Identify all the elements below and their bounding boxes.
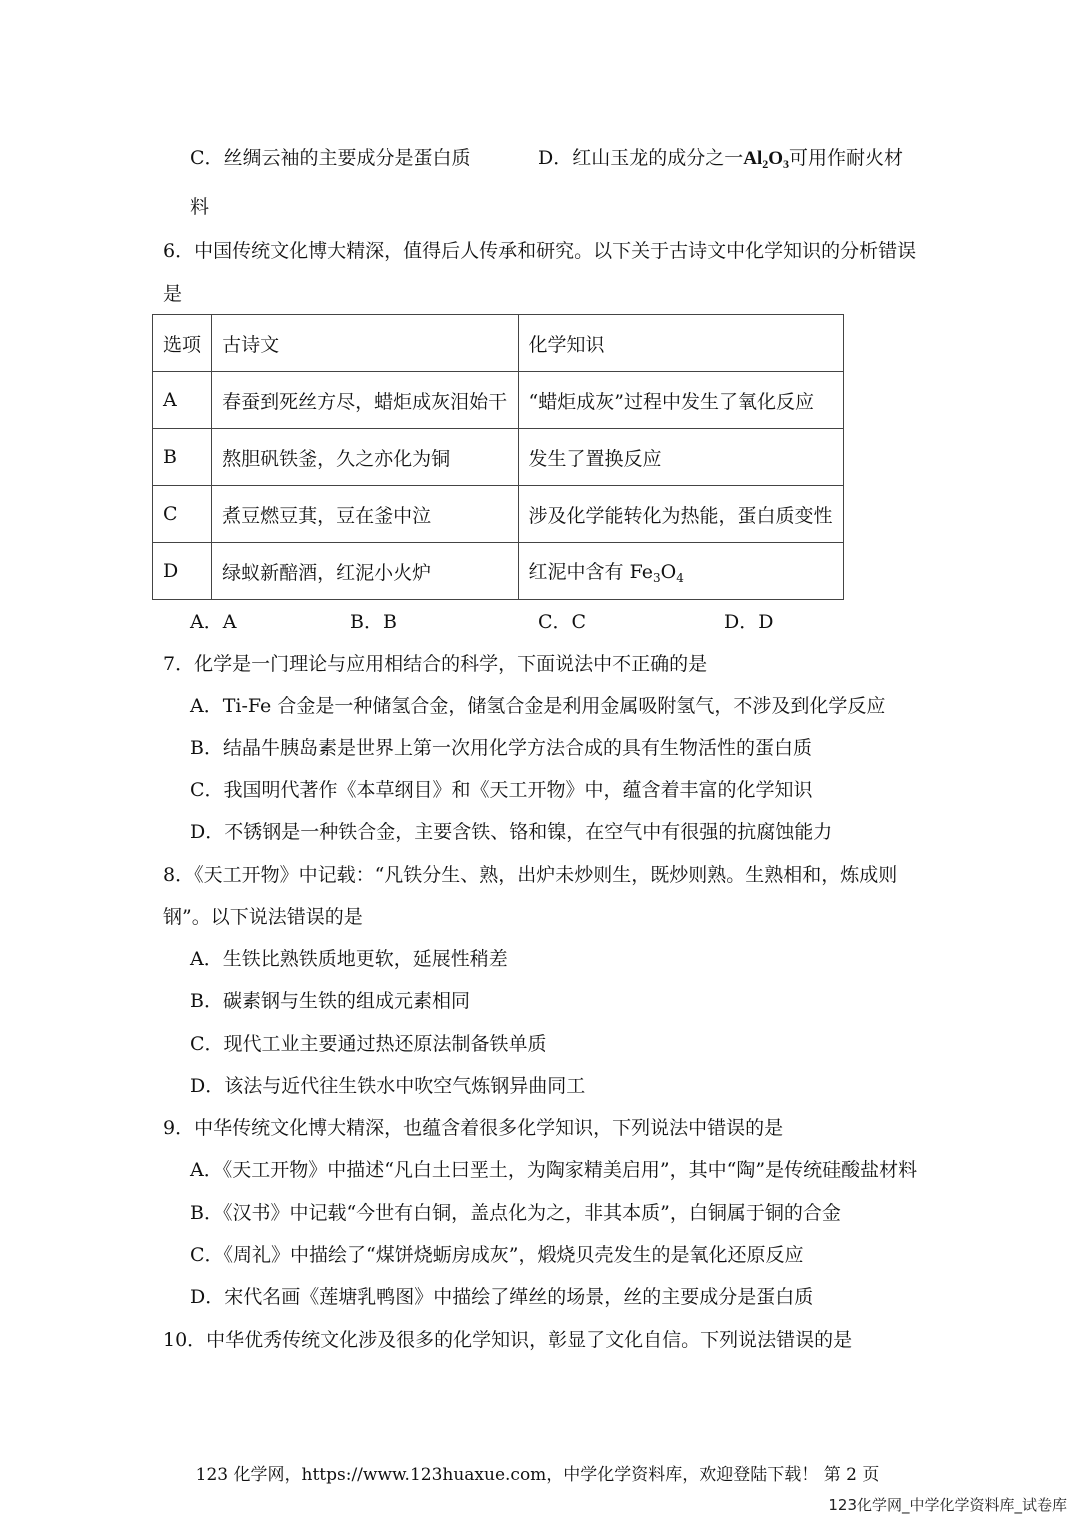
page-footer: 123 化学网，https://www.123huaxue.com，中学化学资料库，欢迎登陆下载！ 第 2 页 <box>195 1465 880 1485</box>
q5-option-c: C．丝绸云袖的主要成分是蛋白质 <box>190 147 471 169</box>
q6-answer-b: B．B <box>350 611 397 633</box>
table-cell: 煮豆燃豆萁，豆在釜中泣 <box>212 486 518 543</box>
table-row <box>153 486 844 543</box>
table-cell: “蜡炬成灰”过程中发生了氧化反应 <box>518 372 843 429</box>
table-cell: 春蚕到死丝方尽，蜡炬成灰泪始干 <box>212 372 518 429</box>
table-header-row <box>153 315 844 372</box>
table-cell: 发生了置换反应 <box>518 429 843 486</box>
q6-answer-a: A．A <box>190 611 237 633</box>
q9-stem: 9．中华传统文化博大精深，也蕴含着很多化学知识，下列说法中错误的是 <box>163 1117 784 1139</box>
table-cell: B <box>153 429 212 486</box>
table-header-cell: 化学知识 <box>518 315 843 372</box>
q8-stem: 8．《天工开物》中记载：“凡铁分生、熟，出炉未炒则生，既炒则熟。生熟相和，炼成则 <box>163 864 898 886</box>
q8-stem-cont: 钢”。以下说法错误的是 <box>163 906 363 928</box>
watermark: 123化学网_中学化学资料库_试卷库 <box>828 1496 1067 1514</box>
q7-option-d: D．不锈钢是一种铁合金，主要含铁、铬和镍，在空气中有很强的抗腐蚀能力 <box>190 821 833 843</box>
table-cell: 绿蚁新醅酒，红泥小火炉 <box>212 543 518 600</box>
q5-option-d-continuation: 料 <box>190 196 210 218</box>
table-header-cell: 选项 <box>153 315 212 372</box>
q7-option-a: A．Ti-Fe 合金是一种储氢合金，储氢合金是利用金属吸附氢气，不涉及到化学反应 <box>190 695 886 717</box>
q9-option-c: C．《周礼》中描绘了“煤饼烧蛎房成灰”，煅烧贝壳发生的是氧化还原反应 <box>190 1244 804 1266</box>
q7-option-b: B．结晶牛胰岛素是世界上第一次用化学方法合成的具有生物活性的蛋白质 <box>190 737 812 759</box>
q8-option-d: D．该法与近代往生铁水中吹空气炼钢异曲同工 <box>190 1075 586 1097</box>
table-cell: 熬胆矾铁釜，久之亦化为铜 <box>212 429 518 486</box>
table-cell: 涉及化学能转化为热能，蛋白质变性 <box>518 486 843 543</box>
table-row <box>153 372 844 429</box>
q6-stem: 6．中国传统文化博大精深，值得后人传承和研究。以下关于古诗文中化学知识的分析错误 <box>163 240 917 262</box>
formula-al2o3: $Al_2O_3$ <box>743 148 790 171</box>
q8-option-c: C．现代工业主要通过热还原法制备铁单质 <box>190 1033 547 1055</box>
q6-answer-c: C．C <box>538 611 587 633</box>
q9-option-a: A．《天工开物》中描述“凡白土曰垩土，为陶家精美启用”，其中“陶”是传统硅酸盐材料 <box>190 1159 918 1181</box>
q5-option-d <box>538 146 903 176</box>
table-cell: A <box>153 372 212 429</box>
q8-option-a: A．生铁比熟铁质地更软，延展性稍差 <box>190 948 508 970</box>
q8-option-b: B．碳素钢与生铁的组成元素相同 <box>190 990 470 1012</box>
q10-stem: 10．中华优秀传统文化涉及很多的化学知识，彰显了文化自信。下列说法错误的是 <box>163 1329 853 1351</box>
table-cell-fe3o4: 红泥中含有 $Fe_3O_4$ <box>518 543 843 600</box>
table-cell: D <box>153 543 212 600</box>
table-row <box>153 543 844 600</box>
q5-option-d-text: D．红山玉龙的成分之一 <box>538 147 744 169</box>
table-cell: C <box>153 486 212 543</box>
q6-table <box>152 314 844 600</box>
q9-option-d: D．宋代名画《莲塘乳鸭图》中描绘了缂丝的场景，丝的主要成分是蛋白质 <box>190 1286 814 1308</box>
q7-option-c: C．我国明代著作《本草纲目》和《天工开物》中，蕴含着丰富的化学知识 <box>190 779 813 801</box>
q6-stem-cont: 是 <box>163 283 183 305</box>
q7-stem: 7．化学是一门理论与应用相结合的科学，下面说法中不正确的是 <box>163 653 708 675</box>
table-row <box>153 429 844 486</box>
q5-option-d-text-end: 可用作耐火材 <box>789 147 904 169</box>
q6-answer-d: D．D <box>724 611 774 633</box>
table-header-cell: 古诗文 <box>212 315 518 372</box>
q9-option-b: B．《汉书》中记载“今世有白铜，盖点化为之，非其本质”，白铜属于铜的合金 <box>190 1202 841 1224</box>
